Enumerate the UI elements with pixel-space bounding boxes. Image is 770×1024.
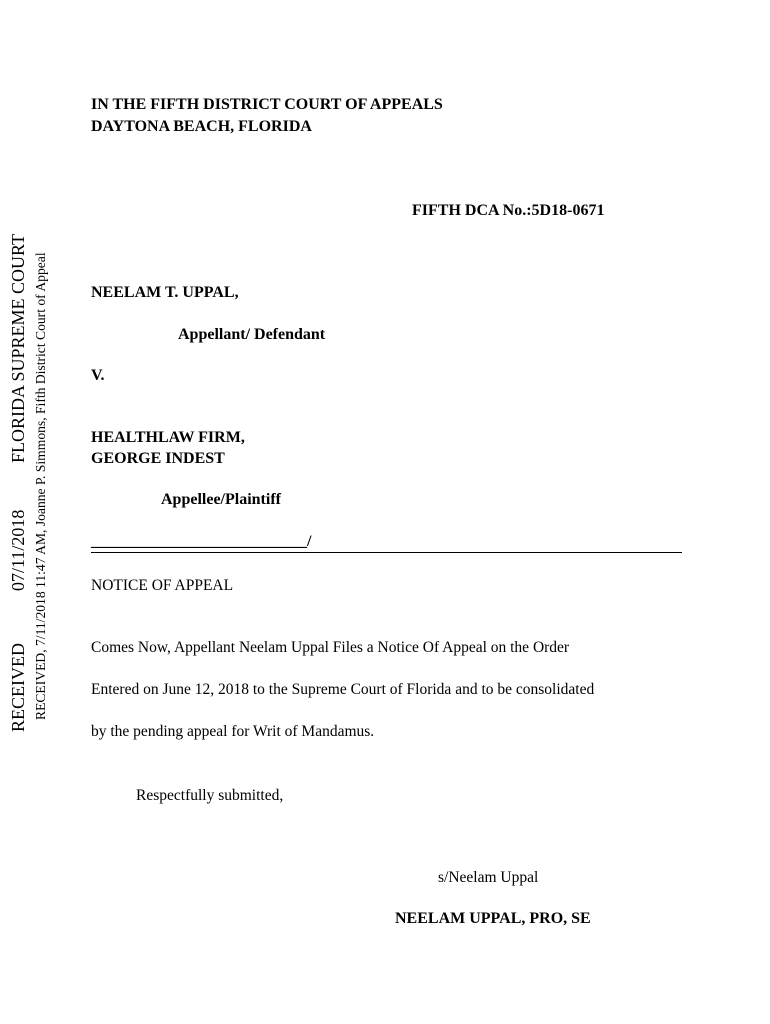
received-date-stamp: 07/11/2018 bbox=[8, 509, 28, 591]
signer-name: NEELAM UPPAL, PRO, SE bbox=[395, 910, 591, 927]
closing-text: Respectfully submitted, bbox=[136, 787, 284, 804]
notice-title: NOTICE OF APPEAL bbox=[91, 577, 234, 594]
appellant-name: NEELAM T. UPPAL, bbox=[91, 284, 239, 301]
electronic-signature: s/Neelam Uppal bbox=[438, 869, 539, 886]
received-stamp: RECEIVED bbox=[8, 643, 28, 732]
caption-divider-line bbox=[91, 552, 682, 553]
notice-body-line: Entered on June 12, 2018 to the Supreme Court of Florida and to be consolidated bbox=[91, 681, 595, 698]
court-location: DAYTONA BEACH, FLORIDA bbox=[91, 118, 312, 135]
case-number: FIFTH DCA No.:5D18-0671 bbox=[412, 202, 605, 219]
supreme-court-stamp: FLORIDA SUPREME COURT bbox=[8, 234, 28, 463]
versus-label: V. bbox=[91, 367, 105, 384]
appellant-role: Appellant/ Defendant bbox=[178, 326, 326, 343]
appellee-role: Appellee/Plaintiff bbox=[161, 491, 281, 508]
clerk-received-stamp: RECEIVED, 7/11/2018 11:47 AM, Joanne P. Simmons, Fifth District Court of Appeal bbox=[33, 252, 48, 720]
caption-separator: ___________________________/ bbox=[91, 533, 312, 550]
court-name: IN THE FIFTH DISTRICT COURT OF APPEALS bbox=[91, 96, 443, 113]
appellee-name-line2: GEORGE INDEST bbox=[91, 450, 225, 467]
notice-body-line: Comes Now, Appellant Neelam Uppal Files a Notice Of Appeal on the Order bbox=[91, 639, 570, 656]
notice-body-line: by the pending appeal for Writ of Mandamus. bbox=[91, 723, 375, 740]
appellee-name-line1: HEALTHLAW FIRM, bbox=[91, 429, 245, 446]
